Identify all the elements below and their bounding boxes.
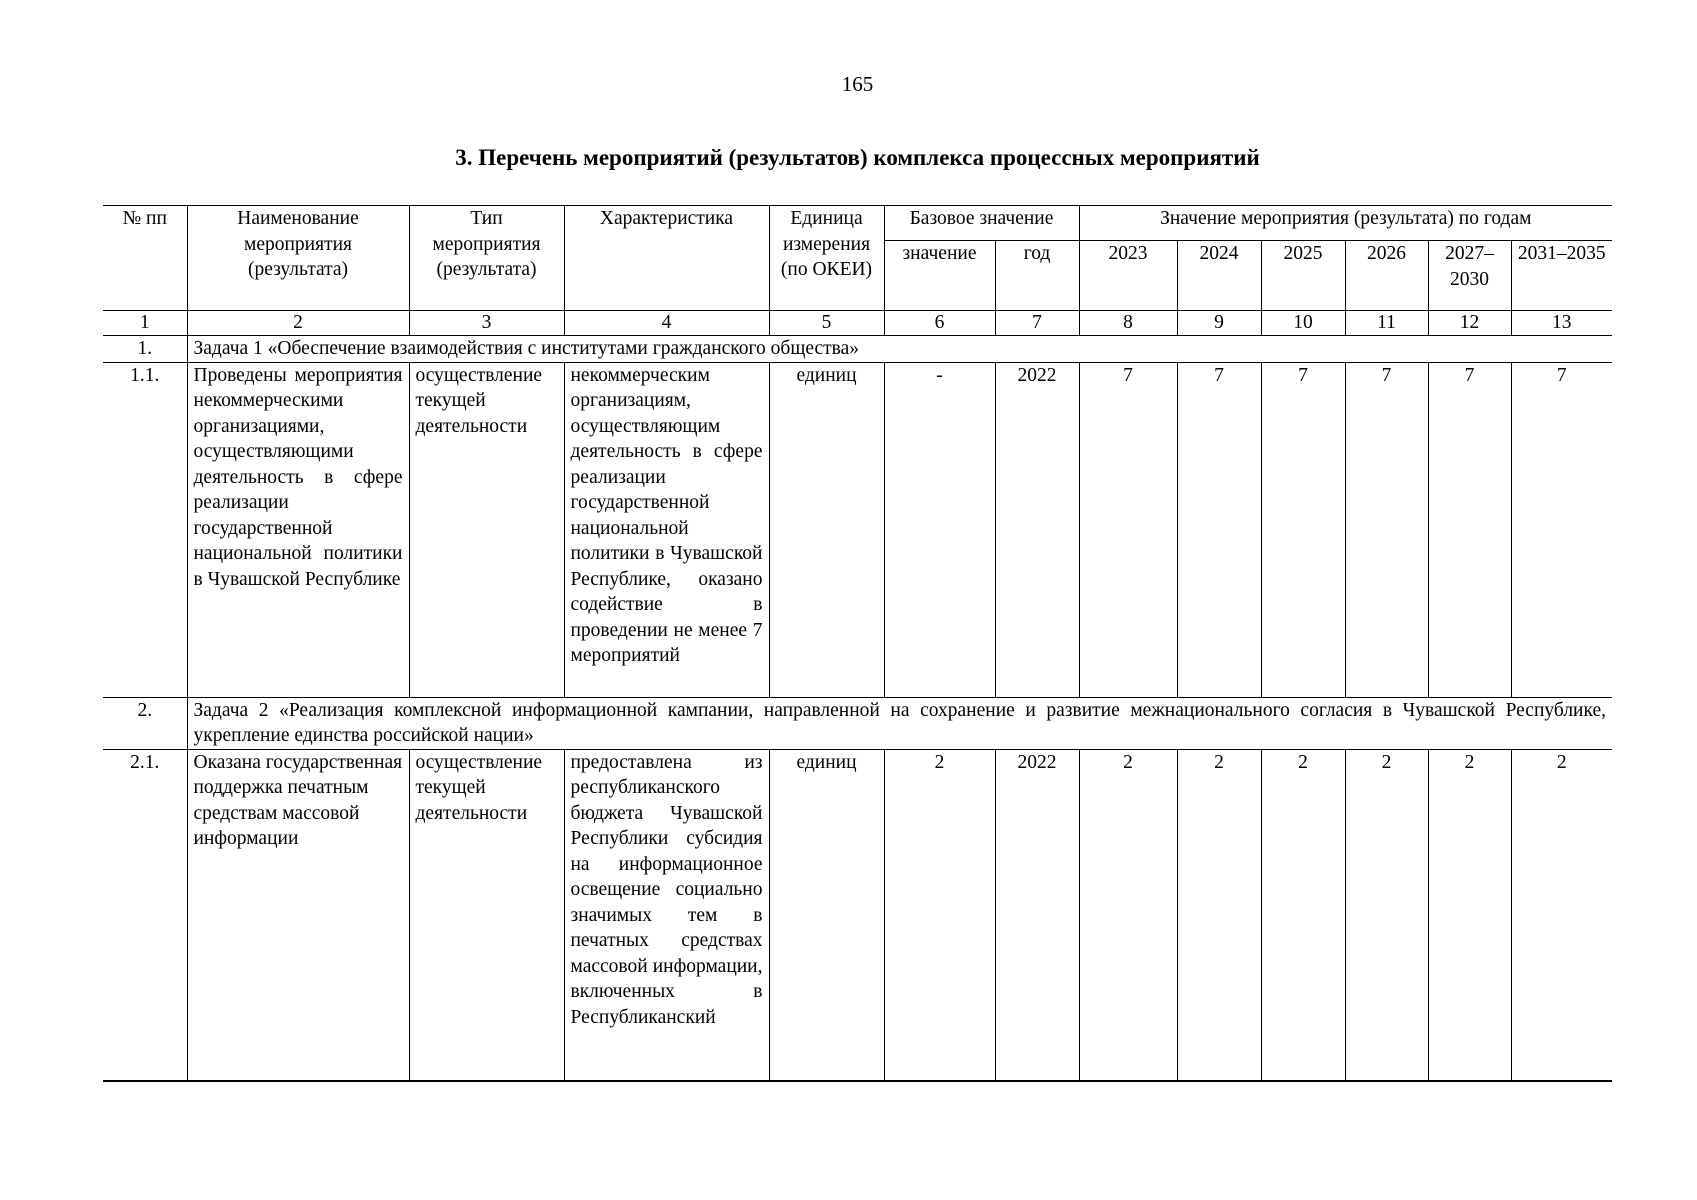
- task-row: [103, 697, 1612, 749]
- column-number: 3: [409, 311, 564, 336]
- header-year: 2023: [1079, 241, 1177, 311]
- row-value: 2: [1345, 749, 1428, 1081]
- row-value: 2: [1079, 749, 1177, 1081]
- column-number: 9: [1177, 311, 1261, 336]
- column-number: 5: [769, 311, 884, 336]
- header-year: 2026: [1345, 241, 1428, 311]
- row-type: осуществление текущей деятельности: [409, 749, 564, 1081]
- header-year: 2024: [1177, 241, 1261, 311]
- row-value: 2: [1261, 749, 1345, 1081]
- task-num: 1.: [103, 336, 187, 363]
- row-value: 7: [1177, 362, 1261, 697]
- row-type: осуществление текущей деятельности: [409, 362, 564, 697]
- header-row: [103, 206, 1612, 241]
- header-unit: Единица измерения (по ОКЕИ): [769, 206, 884, 311]
- header-base-year: год: [995, 241, 1079, 311]
- row-value: 7: [1428, 362, 1511, 697]
- row-value: 7: [1345, 362, 1428, 697]
- header-name: Наименование мероприятия (результата): [187, 206, 409, 311]
- task-text: Задача 1 «Обеспечение взаимодействия с институтами гражданского общества»: [187, 336, 1612, 363]
- header-characteristic: Характеристика: [564, 206, 769, 311]
- column-number: 8: [1079, 311, 1177, 336]
- measures-table: [103, 205, 1612, 1082]
- page-number: 165: [841, 72, 874, 96]
- row-name: Оказана государственная поддержка печатным средствам массовой информации: [187, 749, 409, 1081]
- column-numbers-row: [103, 311, 1612, 336]
- row-value: 2: [1511, 749, 1612, 1081]
- header-years-group: Значение мероприятия (результата) по годам: [1079, 206, 1612, 241]
- section-title: 3. Перечень мероприятий (результатов) комплекса процессных мероприятий: [455, 145, 1260, 170]
- header-year: 2031–2035: [1511, 241, 1612, 311]
- row-base-value: 2: [884, 749, 995, 1081]
- row-value: 7: [1261, 362, 1345, 697]
- column-number: 2: [187, 311, 409, 336]
- row-value: 2: [1177, 749, 1261, 1081]
- header-type: Тип мероприятия (результата): [409, 206, 564, 311]
- column-number: 7: [995, 311, 1079, 336]
- header-year: 2025: [1261, 241, 1345, 311]
- header-base-value: значение: [884, 241, 995, 311]
- row-value: 2: [1428, 749, 1511, 1081]
- table-row: [103, 749, 1612, 1081]
- column-number: 4: [564, 311, 769, 336]
- task-text: Задача 2 «Реализация комплексной информационной кампании, направленной на сохранение и развитие межнационального согласия в Чувашской Республике, укрепление единства российской нации»: [187, 697, 1612, 749]
- header-year: 2027–2030: [1428, 241, 1511, 311]
- row-num: 1.1.: [103, 362, 187, 697]
- column-number: 11: [1345, 311, 1428, 336]
- row-unit: единиц: [769, 362, 884, 697]
- row-value: 7: [1079, 362, 1177, 697]
- row-name: Проведены мероприятия некоммерческими организациями, осуществляющими деятельность в сфере реализации государственной национальной политики в Чувашской Республике: [187, 362, 409, 697]
- row-base-year: 2022: [995, 749, 1079, 1081]
- row-characteristic: предоставлена из республиканского бюджета Чувашской Республики субсидия на информационное освещение социально значимых тем в печатных средствах массовой информации, включенных в Республиканский: [564, 749, 769, 1081]
- row-base-value: -: [884, 362, 995, 697]
- header-num: № пп: [103, 206, 187, 311]
- column-number: 12: [1428, 311, 1511, 336]
- row-base-year: 2022: [995, 362, 1079, 697]
- column-number: 1: [103, 311, 187, 336]
- task-row: [103, 336, 1612, 363]
- row-num: 2.1.: [103, 749, 187, 1081]
- header-base-group: Базовое значение: [884, 206, 1079, 241]
- column-number: 6: [884, 311, 995, 336]
- task-num: 2.: [103, 697, 187, 749]
- table-row: [103, 362, 1612, 697]
- row-characteristic: некоммерческим организациям, осуществляющим деятельность в сфере реализации государственной национальной политики в Чувашской Республике, оказано содействие в проведении не менее 7 мероприятий: [564, 362, 769, 697]
- column-number: 10: [1261, 311, 1345, 336]
- row-unit: единиц: [769, 749, 884, 1081]
- row-value: 7: [1511, 362, 1612, 697]
- column-number: 13: [1511, 311, 1612, 336]
